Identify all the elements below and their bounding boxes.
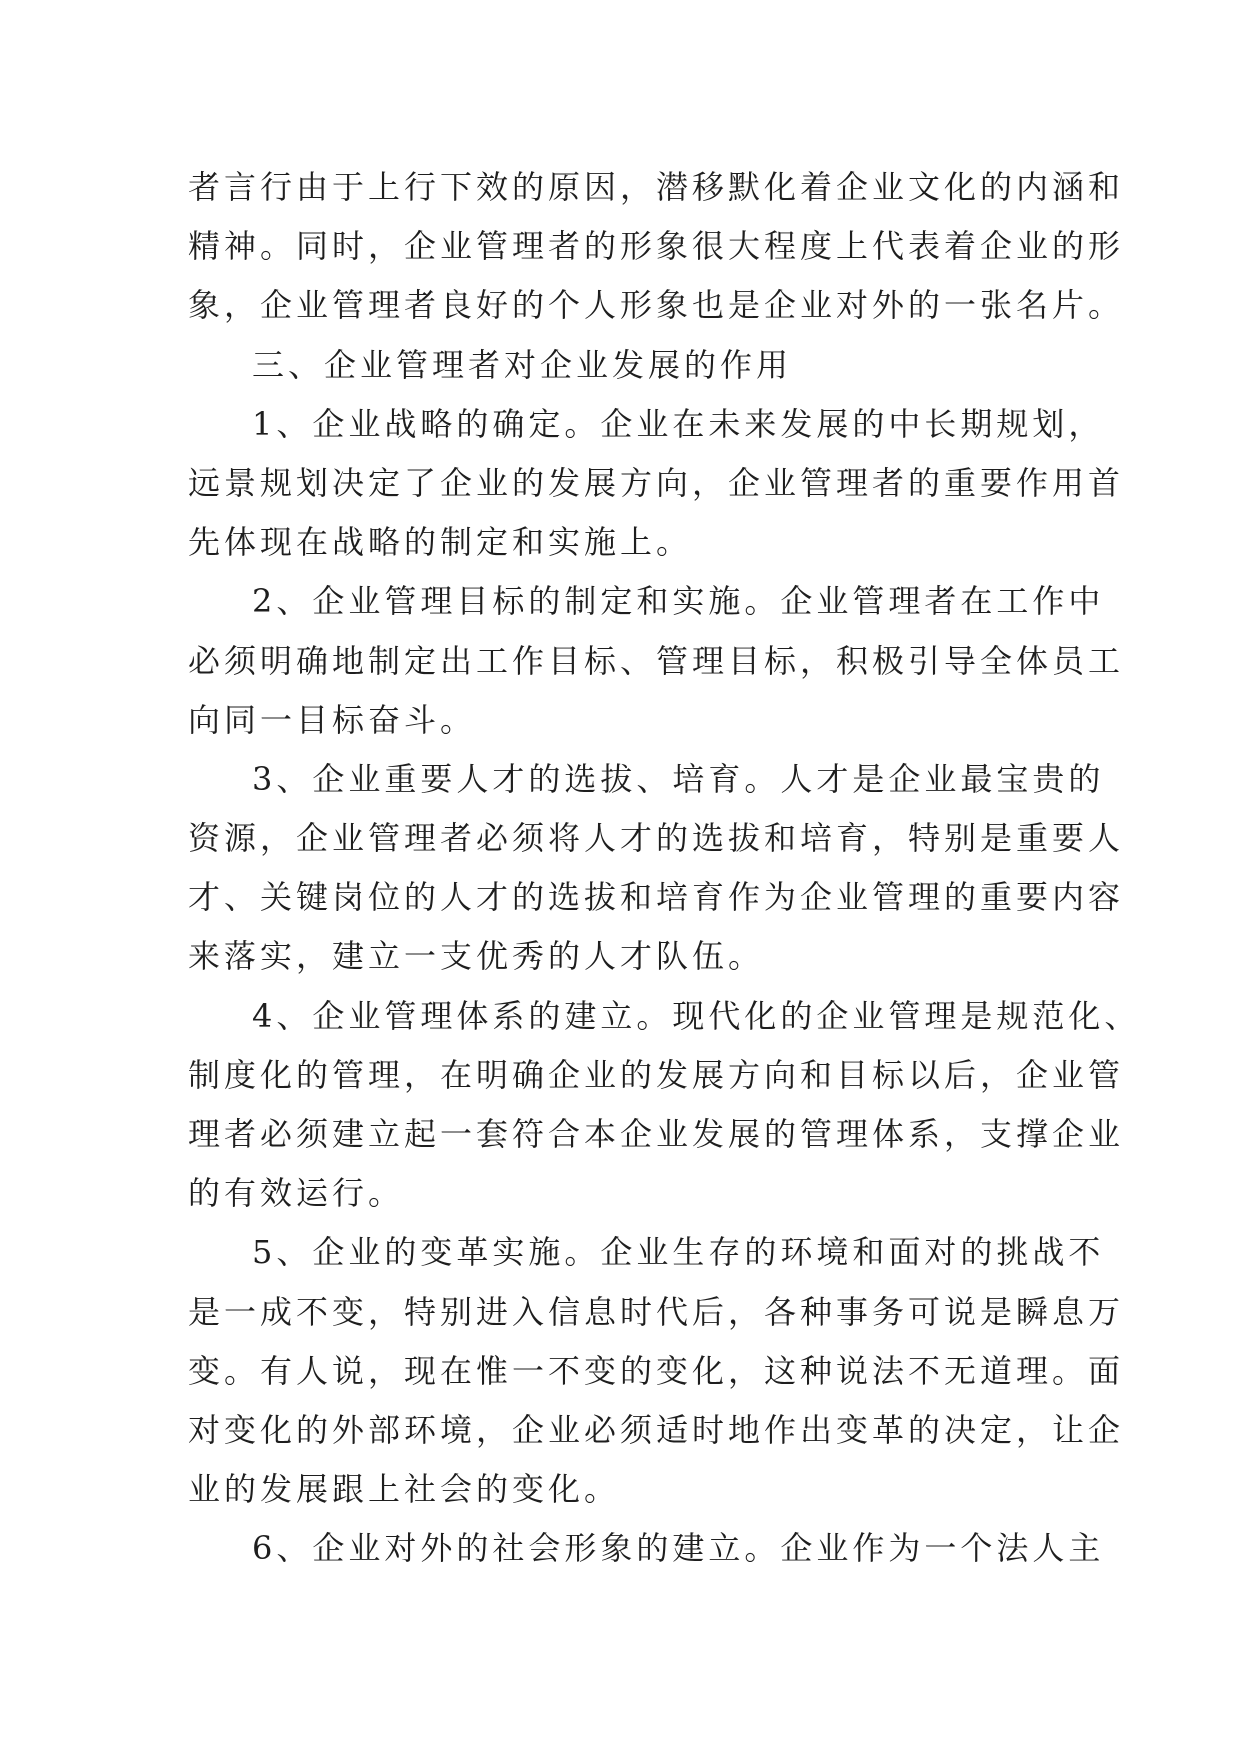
text-line: 变。有人说，现在惟一不变的变化，这种说法不无道理。面 xyxy=(188,1351,1125,1390)
text-line: 先体现在战略的制定和实施上。 xyxy=(188,523,693,562)
list-item-2 xyxy=(188,572,1125,750)
text-line: 的有效运行。 xyxy=(188,1174,405,1213)
list-item-6 xyxy=(188,1519,1105,1578)
text-line: 4、企业管理体系的建立。现代化的企业管理是规范化、 xyxy=(252,996,1141,1035)
text-line: 2、企业管理目标的制定和实施。企业管理者在工作中 xyxy=(252,582,1105,621)
text-line: 1、企业战略的确定。企业在未来发展的中长期规划， xyxy=(252,404,1105,443)
text-line: 远景规划决定了企业的发展方向，企业管理者的重要作用首 xyxy=(188,463,1125,502)
text-line: 必须明确地制定出工作目标、管理目标，积极引导全体员工 xyxy=(188,641,1125,680)
document-body xyxy=(188,158,1141,1579)
text-line: 制度化的管理，在明确企业的发展方向和目标以后，企业管 xyxy=(188,1055,1125,1094)
text-line: 理者必须建立起一套符合本企业发展的管理体系，支撑企业 xyxy=(188,1115,1125,1153)
text-line: 资源，企业管理者必须将人才的选拔和培育，特别是重要人 xyxy=(188,819,1125,858)
text-line: 精神。同时，企业管理者的形象很大程度上代表着企业的形 xyxy=(188,227,1125,266)
text-line: 5、企业的变革实施。企业生存的环境和面对的挑战不 xyxy=(252,1233,1105,1272)
text-line: 向同一目标奋斗。 xyxy=(188,700,477,739)
text-line: 6、企业对外的社会形象的建立。企业作为一个法人主 xyxy=(252,1529,1105,1568)
text-line: 来落实，建立一支优秀的人才队伍。 xyxy=(188,937,765,976)
text-line: 业的发展跟上社会的变化。 xyxy=(188,1470,621,1509)
list-item-3 xyxy=(188,750,1125,987)
paragraph-continuation xyxy=(188,158,1125,336)
list-item-1 xyxy=(188,395,1125,573)
text-line: 才、关键岗位的人才的选拔和培育作为企业管理的重要内容 xyxy=(188,878,1125,917)
text-line: 象，企业管理者良好的个人形象也是企业对外的一张名片。 xyxy=(188,286,1125,325)
list-item-4 xyxy=(188,987,1141,1224)
section-heading xyxy=(188,336,1056,395)
heading-text: 三、企业管理者对企业发展的作用 xyxy=(252,345,793,384)
text-line: 对变化的外部环境，企业必须适时地作出变革的决定，让企 xyxy=(188,1410,1125,1449)
list-item-5 xyxy=(188,1223,1125,1519)
text-line: 3、企业重要人才的选拔、培育。人才是企业最宝贵的 xyxy=(252,759,1105,798)
text-line: 者言行由于上行下效的原因，潜移默化着企业文化的内涵和 xyxy=(188,168,1125,206)
text-line: 是一成不变，特别进入信息时代后，各种事务可说是瞬息万 xyxy=(188,1292,1125,1331)
